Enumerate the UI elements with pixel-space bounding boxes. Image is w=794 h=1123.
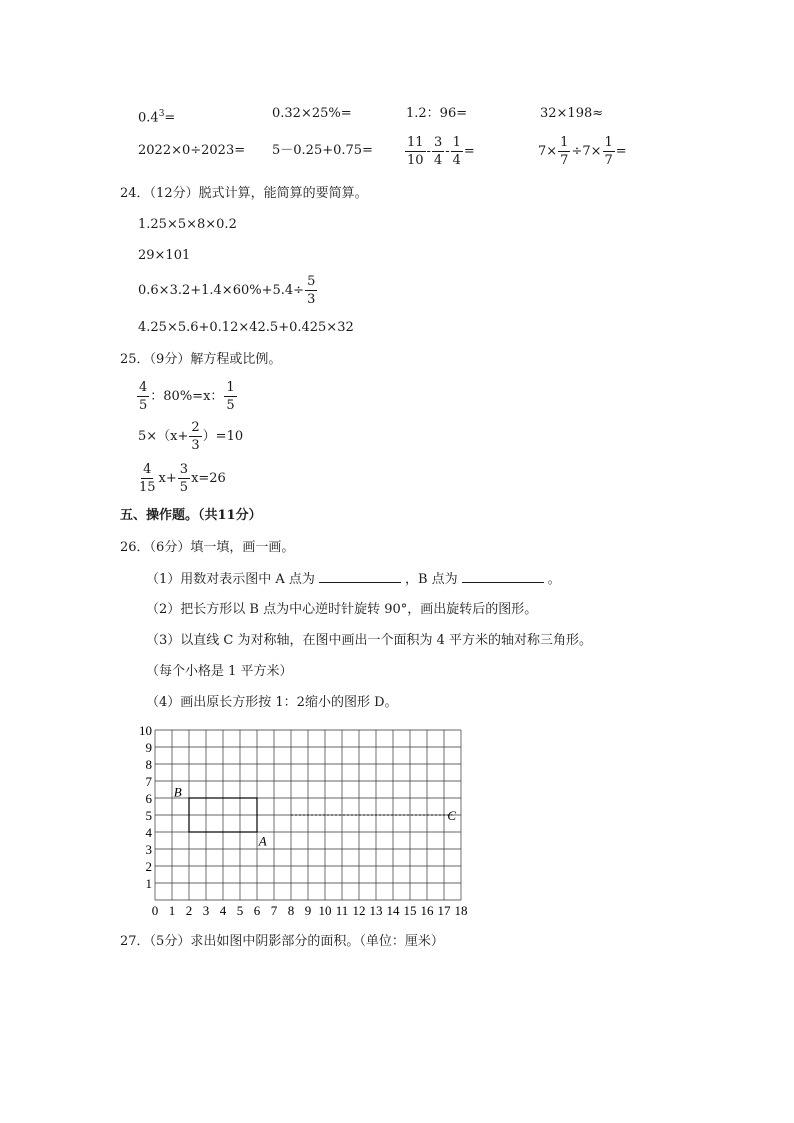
q25-eq-1: $\frac{4}{5}$ ：80%=x： $\frac{1}{5}$ [139, 380, 235, 413]
q27-title: 27．（5分）求出如图中阴影部分的面积。（单位：厘米） [120, 934, 444, 949]
q26-line-5: （4）画出原长方形按 1：2缩小的图形 D。 [146, 695, 398, 710]
coordinate-grid [130, 722, 480, 922]
q23-item-fractions: $\frac{11}{10}$ - $\frac{3}{4}$ - $\frac{1}{4}$ = [407, 135, 475, 168]
y-tick-label: 10 [139, 723, 152, 738]
y-tick-label: 5 [145, 808, 152, 823]
x-tick-label: 13 [369, 903, 383, 918]
q24-expr-3: 0.6×3.2+1.4×60%+5.4÷ $\frac{5}{3}$ [138, 274, 316, 307]
q23-item-zero: 2022×0÷2023= [138, 143, 246, 158]
y-tick-label: 8 [145, 757, 152, 772]
x-tick-label: 5 [236, 903, 244, 918]
q25-title: 25．（9分）解方程或比例。 [120, 352, 282, 367]
q24-expr-2: 29×101 [138, 248, 191, 263]
q23-item-mixed: 5－0.25+0.75= [272, 143, 373, 158]
q25-eq-2: 5×（x+ $\frac{2}{3}$ ）=10 [138, 420, 244, 453]
label-b: B [173, 784, 182, 800]
x-tick-label: 9 [304, 903, 312, 918]
x-tick-label: 7 [270, 903, 278, 918]
q23-item-percent: 0.32×25%= [272, 106, 352, 121]
x-tick-label: 17 [437, 903, 451, 918]
x-tick-label: 15 [403, 903, 417, 918]
q26-line-1: （1）用数对表示图中 A 点为 ，B 点为 。 [146, 572, 561, 587]
x-tick-label: 18 [454, 903, 468, 918]
q26-line-3: （3）以直线 C 为对称轴，在图中画出一个面积为 4 平方米的轴对称三角形。 [146, 633, 593, 648]
answer-blank-a[interactable] [319, 570, 401, 583]
q26-line-4: （每个小格是 1 平方米） [146, 664, 293, 679]
y-tick-label: 4 [145, 825, 152, 840]
q23-item-seven: 7× $\frac{1}{7}$ ÷7× $\frac{1}{7}$ = [538, 135, 627, 168]
label-a: A [258, 833, 267, 849]
x-axis-ticks [152, 903, 468, 918]
q26-title: 26．（6分）填一填，画一画。 [120, 540, 295, 555]
x-tick-label: 3 [202, 903, 210, 918]
q26-line-2: （2）把长方形以 B 点为中心逆时针旋转 90°，画出旋转后的图形。 [146, 602, 538, 617]
q23-item-power: $0.4^3=$ [138, 109, 176, 126]
x-tick-label: 2 [185, 903, 193, 918]
q24-expr-4: 4.25×5.6+0.12×42.5+0.425×32 [138, 320, 354, 335]
y-tick-label: 2 [145, 859, 152, 874]
label-c: C [447, 808, 457, 824]
y-tick-label: 6 [145, 791, 152, 806]
y-tick-label: 1 [145, 876, 152, 891]
q23-item-ratio: 1.2：96= [406, 106, 468, 121]
y-tick-label: 9 [145, 740, 152, 755]
x-tick-label: 0 [151, 903, 159, 918]
y-axis-ticks [139, 723, 153, 891]
y-tick-label: 7 [145, 774, 152, 789]
x-tick-label: 12 [352, 903, 366, 918]
x-tick-label: 4 [219, 903, 227, 918]
x-tick-label: 6 [253, 903, 261, 918]
section-5-heading: 五、操作题。（共11分） [120, 508, 262, 523]
q24-expr-1: 1.25×5×8×0.2 [138, 217, 237, 232]
x-tick-label: 10 [318, 903, 332, 918]
answer-blank-b[interactable] [462, 570, 544, 583]
x-tick-label: 16 [420, 903, 434, 918]
x-tick-label: 11 [335, 903, 349, 918]
q23-item-estimate: 32×198≈ [540, 106, 604, 121]
q25-eq-3: $\frac{4}{15}$ x+ $\frac{3}{5}$ x=26 [139, 462, 226, 495]
x-tick-label: 1 [168, 903, 176, 918]
y-tick-label: 3 [145, 842, 152, 857]
q24-title: 24．（12分）脱式计算，能简算的要简算。 [120, 186, 368, 201]
x-tick-label: 8 [287, 903, 295, 918]
x-tick-label: 14 [386, 903, 400, 918]
